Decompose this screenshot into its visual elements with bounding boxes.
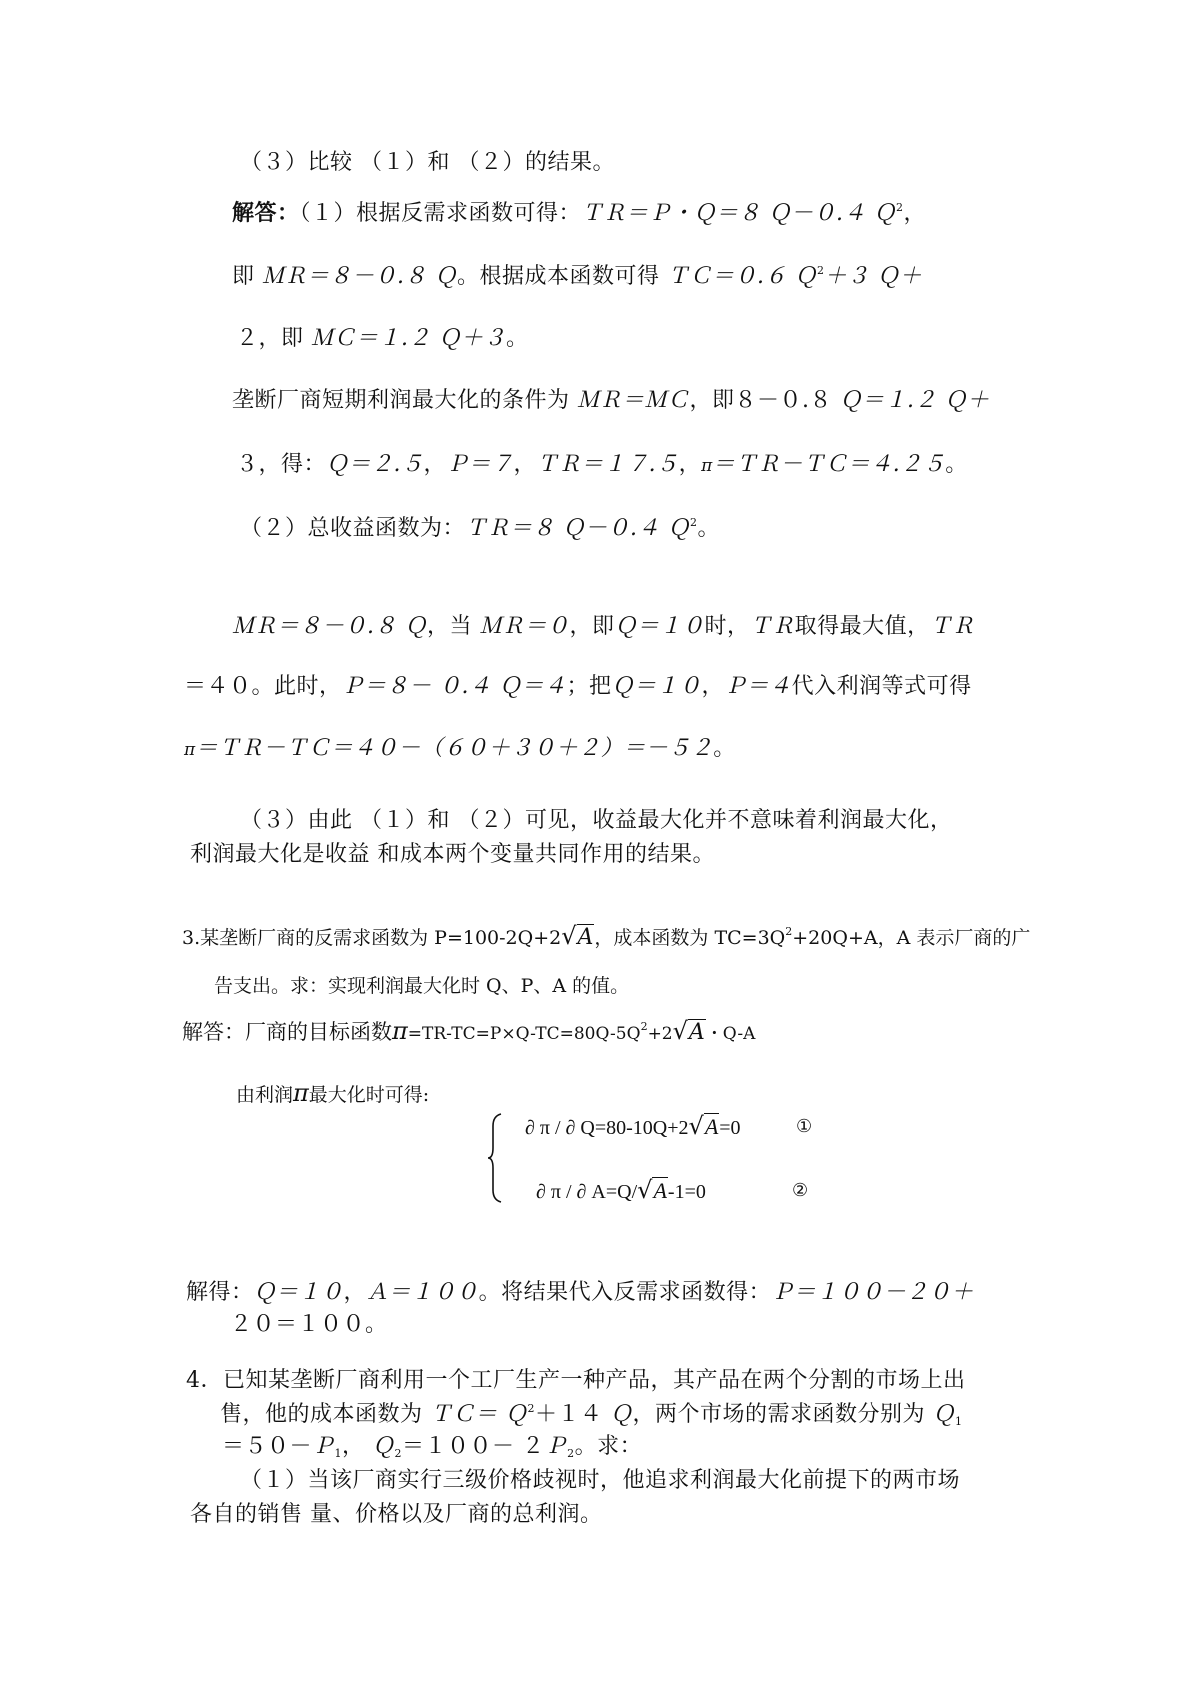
problem-4-line-1: 4．已知某垄断厂商利用一个工厂生产一种产品，其产品在两个分割的市场上出 xyxy=(186,1368,966,1393)
problem-4-line-4: （１）当该厂商实行三级价格歧视时，他追求利润最大化前提下的两市场 xyxy=(240,1468,961,1493)
text: +20Q+A，A 表示厂商的广 xyxy=(792,927,1031,949)
formula: Ｐ xyxy=(544,1434,568,1459)
exponent: 2 xyxy=(896,201,904,214)
text: ，即８－０.８ xyxy=(689,388,840,413)
answer-1-line-5 xyxy=(236,450,968,481)
sqrt-expression xyxy=(673,1016,706,1048)
answer-1-line-3 xyxy=(236,324,529,354)
formula: ・Q-A xyxy=(705,1024,756,1044)
text: ， xyxy=(513,452,537,477)
radical-sign: √ xyxy=(637,1176,653,1204)
formula: ＝ＴＲ－ＴＣ＝４.２５ xyxy=(712,452,946,477)
text: ， xyxy=(423,452,447,477)
formula: Ｑ xyxy=(610,1402,633,1427)
formula: Ｑ xyxy=(932,1402,956,1427)
formula: ＭＲ＝８－０.８ Ｑ xyxy=(262,264,457,289)
text: ，两个市场的需求函数分别为 xyxy=(632,1402,933,1427)
text: ， xyxy=(342,1434,373,1459)
text: ＝５０－ xyxy=(222,1434,313,1459)
formula: =TR-TC=P×Q-TC=80Q-5Q xyxy=(407,1024,641,1044)
exponent: 2 xyxy=(527,1402,535,1415)
problem-3-line-2: 告支出。求：实现利润最大化时 Q、P、A 的值。 xyxy=(214,975,630,997)
formula: ＴＲ xyxy=(929,614,975,639)
problem-3-answer xyxy=(182,1016,755,1049)
formula: +2 xyxy=(647,1024,673,1044)
equation-system-brace xyxy=(487,1112,503,1204)
equation-1 xyxy=(525,1111,741,1143)
text: ∂ π / ∂ Q=80-10Q+2 xyxy=(525,1117,689,1139)
text: ，即 xyxy=(569,614,615,639)
text: 取得最大值， xyxy=(794,614,930,639)
formula: Ｑ＝１０ xyxy=(611,674,702,699)
text: 。将结果代入反需求函数得： xyxy=(478,1280,772,1305)
text: =0 xyxy=(719,1117,741,1139)
text: 解答：厂商的目标函数 xyxy=(182,1020,392,1044)
answer-3-line-1: （３）由此 （１）和 （２）可见，收益最大化并不意味着利润最大化， xyxy=(240,808,953,833)
text: ， xyxy=(678,452,702,477)
text: 。 xyxy=(506,326,529,351)
text: ３，得： xyxy=(236,452,327,477)
text: 代入利润等式可得 xyxy=(791,674,972,699)
equation-2-marker: ② xyxy=(792,1180,809,1201)
text: ＋１４ xyxy=(535,1402,610,1427)
formula: ＭＲ＝０ xyxy=(479,614,570,639)
pi-symbol: π xyxy=(184,740,196,760)
solution-line-1 xyxy=(186,1278,974,1308)
formula: Ａ＝１００ xyxy=(366,1280,479,1305)
text: ， xyxy=(701,674,725,699)
radicand: A xyxy=(653,1178,667,1203)
subscript: 1 xyxy=(955,1415,963,1428)
answer-1-line-1 xyxy=(232,198,926,229)
sqrt-expression xyxy=(561,921,594,953)
text: 3.某垄断厂商的反需求函数为 P=100-2Q+2 xyxy=(182,927,562,949)
text: -1=0 xyxy=(667,1181,706,1203)
text: 由利润 xyxy=(236,1084,294,1106)
text: 。求： xyxy=(574,1434,643,1459)
exponent: 2 xyxy=(640,1020,648,1033)
formula: ＝ＴＲ－ＴＣ＝４０－（６０＋３０＋２）＝－５２ xyxy=(195,736,714,761)
solution-line-2: ２０＝１００。 xyxy=(230,1312,388,1337)
pi-symbol: π xyxy=(701,456,713,476)
answer-1-line-4 xyxy=(232,386,990,416)
text: ，成本函数为 TC=3Q xyxy=(594,927,786,949)
exponent: 2 xyxy=(817,264,825,277)
formula: Ｐ＝１００－２０＋ xyxy=(771,1280,974,1305)
answer-2-line-4 xyxy=(184,734,736,765)
formula: Ｐ＝８－ ０.４ Ｑ＝４ xyxy=(341,674,567,699)
radicand: A xyxy=(688,1020,705,1045)
formula: Ｐ xyxy=(312,1434,335,1459)
text: 时， xyxy=(704,614,750,639)
text: 垄断厂商短期利润最大化的条件为 xyxy=(232,388,577,413)
text: 。 xyxy=(945,452,968,477)
formula: ＭＲ＝ＭＣ xyxy=(577,388,690,413)
text: 解得： xyxy=(186,1280,254,1305)
text: 即 xyxy=(232,264,262,289)
problem-4-line-5: 各自的销售 量、价格以及厂商的总利润。 xyxy=(190,1502,603,1527)
text: ，当 xyxy=(427,614,480,639)
subscript: 1 xyxy=(334,1447,343,1460)
text: 。根据成本函数可得 xyxy=(457,264,667,289)
text: 最大化时可得: xyxy=(308,1084,430,1106)
text: ， xyxy=(343,1280,367,1305)
text: 。 xyxy=(713,736,736,761)
problem-4-line-2 xyxy=(220,1400,963,1430)
answer-1-line-2 xyxy=(232,262,922,292)
text: 售，他的成本函数为 xyxy=(220,1402,430,1427)
formula: ＭＲ＝８－０.８ Ｑ xyxy=(232,614,427,639)
formula: Ｑ＝１.２ Ｑ＋ xyxy=(839,388,990,413)
formula: ＭＣ＝１.２ Ｑ＋３ xyxy=(311,326,506,351)
text: ；把 xyxy=(566,674,612,699)
subscript: 2 xyxy=(567,1447,575,1460)
text: ＝１００－ ２ xyxy=(402,1434,545,1459)
text: ２，即 xyxy=(236,326,311,351)
subscript: 2 xyxy=(394,1447,403,1460)
answer-3-line-2: 利润最大化是收益 和成本两个变量共同作用的结果。 xyxy=(190,842,715,867)
condition-line xyxy=(236,1078,429,1110)
radicand: A xyxy=(704,1114,719,1139)
answer-2-line-2 xyxy=(232,612,975,642)
radical-sign: √ xyxy=(561,922,577,950)
problem-3-line-1 xyxy=(182,921,1030,953)
problem-4-line-3 xyxy=(222,1432,642,1462)
pi-symbol: π xyxy=(293,1079,309,1107)
sqrt-expression xyxy=(689,1111,720,1143)
radical-sign: √ xyxy=(672,1017,688,1045)
text: （２）总收益函数为： xyxy=(240,516,466,541)
formula: ＴＲ＝１７.５ xyxy=(536,452,679,477)
formula: ＴＲ＝Ｐ・Ｑ＝８ Ｑ－０.４ Ｑ xyxy=(581,201,897,226)
formula: ＴＣ＝０.６ Ｑ xyxy=(667,264,817,289)
text: ， xyxy=(903,201,927,226)
exponent: 2 xyxy=(690,516,698,529)
formula: Ｑ＝２.５ xyxy=(326,452,424,477)
radical-sign: √ xyxy=(688,1112,704,1140)
formula: Ｐ＝７ xyxy=(446,452,514,477)
radicand: A xyxy=(577,925,594,950)
part3-question: （３）比较 （１）和 （２）的结果。 xyxy=(240,150,615,175)
pi-symbol: π xyxy=(392,1017,408,1045)
sqrt-expression xyxy=(637,1175,668,1207)
formula: ＴＲ xyxy=(749,614,795,639)
text: ＝４０。此时， xyxy=(184,674,342,699)
text: （１）根据反需求函数可得： xyxy=(299,201,582,226)
equation-2 xyxy=(536,1175,706,1207)
formula: Ｑ xyxy=(372,1434,395,1459)
answer-2-line-3 xyxy=(184,672,972,702)
text: 。 xyxy=(697,516,721,541)
formula: ＋３ Ｑ＋ xyxy=(824,264,922,289)
equation-1-marker: ① xyxy=(796,1116,813,1137)
exponent: 2 xyxy=(785,925,793,938)
formula: ＴＲ＝８ Ｑ－０.４ Ｑ xyxy=(465,516,690,541)
formula: Ｐ＝４ xyxy=(724,674,792,699)
formula: Ｑ＝１０ xyxy=(253,1280,344,1305)
formula: ＴＣ＝ Ｑ xyxy=(430,1402,528,1427)
answer-2-line-1 xyxy=(240,514,720,544)
text: ∂ π / ∂ A=Q/ xyxy=(536,1181,638,1203)
formula: Ｑ＝１０ xyxy=(614,614,705,639)
answer-label: 解答： xyxy=(232,200,300,226)
